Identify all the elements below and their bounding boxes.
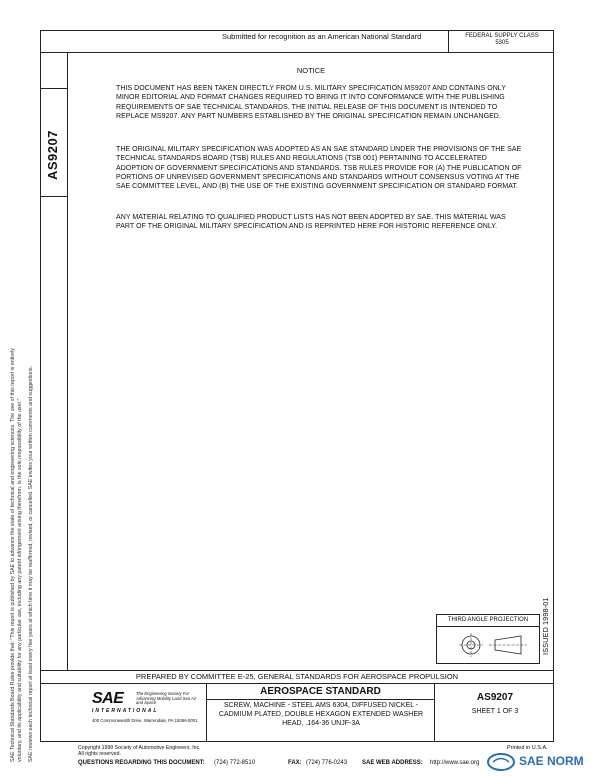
left-column-divider [67,52,68,670]
title-block-divider-2 [434,683,435,742]
sae-international: INTERNATIONAL [92,708,159,714]
web-label: SAE WEB ADDRESS: [362,760,423,766]
standard-heading: AEROSPACE STANDARD [260,686,381,697]
questions-phone: (724) 772-8510 [214,760,256,766]
printed-in: Printed in U.S.A. [507,745,548,751]
fsc-label: FEDERAL SUPPLY CLASS [465,33,539,39]
margin-text-line-2: voluntary, and its applicability and suitability for any particular use, including any patent infringement arising therefrom, is the sole responsibility of the user." [17,398,23,762]
margin-text-line-1: SAE Technical Standards Board Rules provide that: "This report is published by SAE to advance the state of technical and engineering sciences. The use of this report is entirely [10,348,16,762]
watermark-text: SAE NORM [519,754,584,768]
side-document-number: AS9207 [45,130,60,180]
federal-supply-class [450,33,554,47]
side-box-top [40,88,67,89]
issued-date: ISSUED 1998-01 [541,597,550,655]
watermark-logo-icon [487,753,517,771]
questions-label: QUESTIONS REGARDING THIS DOCUMENT: [78,760,205,766]
copyright-block [78,745,201,757]
part-description: SCREW, MACHINE - STEEL AMS 6304, DIFFUSED NICKEL - CADMIUM PLATED, DOUBLE HEXAGON EXTENDED WASHER HEAD, .164-36 UNJF-3A [218,702,424,728]
heading-divider [206,699,434,700]
notice-paragraph-3: ANY MATERIAL RELATING TO QUALIFIED PRODUCT LISTS HAS NOT BEEN ADOPTED BY SAE. THIS MATERIAL WAS PART OF THE ORIGINAL MILITARY SPECIFICATION AND IS REPRINTED HERE FOR HISTORIC REFERENCE ONLY. [116,214,506,231]
sae-norm-watermark [487,752,597,772]
header-fsc-divider [448,30,449,52]
side-box-bottom [40,196,67,197]
projection-label: THIRD ANGLE PROJECTION [447,617,529,623]
fax-number: (724) 776-0243 [306,760,348,766]
sae-address: 400 Commonwealth Drive, Warrendale, PA 15096-0001 [92,718,198,723]
rights-reserved: All rights reserved. [78,751,121,758]
third-angle-projection-icon [437,627,539,663]
doc-number: AS9207 [476,692,514,703]
fsc-value: 5305 [495,40,509,46]
margin-text-line-3: SAE reviews each technical report at least every five years at which time it may be reaffirmed, revised, or cancelled. SAE invites your written comments and suggestions. [28,365,34,762]
notice-paragraph-2: THE ORIGINAL MILITARY SPECIFICATION WAS ADOPTED AS AN SAE STANDARD UNDER THE PROVISIONS OF THE SAE TECHNICAL STANDARDS BOARD (TSB) RULES AND REGULATIONS (TSB 001) PERTAINING TO ACCELERATED ADOPTION OF GOVERNMENT SPECIFICATIONS AND STANDARDS. TSB RULES PROVIDE FOR (A) THE PUBLICATION OF PORTIONS OF UNREVISED GOVERNMENT SPECIFICATIONS AND STANDARDS WITHOUT CONSENSUS VOTING AT THE SAE COMMITTEE LEVEL, AND (B) THE USE OF THE EXISTING GOVERNMENT SPECIFICATION OR STANDARD FORMAT. [116,146,522,191]
sae-tagline: The Engineering Society For Advancing Mobility Land Sea Air and Space [136,691,197,706]
sheet-number: SHEET 1 OF 3 [471,708,519,715]
copyright: Copyright 1998 Society of Automotive Engineers, Inc. [78,745,201,751]
sae-logo-block [70,690,204,738]
web-address[interactable]: http://www.sae.org [430,760,480,766]
prepared-by: PREPARED BY COMMITTEE E-25, GENERAL STANDARDS FOR AEROSPACE PROPULSION [135,672,459,681]
fax-label: FAX: [288,760,302,766]
sae-logo: SAE [92,690,124,707]
header-divider [40,52,554,53]
submitted-notice: Submitted for recognition as an American National Standard [222,32,422,41]
prepared-top-divider [40,670,554,671]
prepared-bottom-divider [40,683,554,684]
notice-title: NOTICE [296,66,326,75]
projection-box [436,614,540,664]
notice-paragraph-1: THIS DOCUMENT HAS BEEN TAKEN DIRECTLY FROM U.S. MILITARY SPECIFICATION MS9207 AND CONTAINS ONLY MINOR EDITORIAL AND FORMAT CHANGES REQUIRED TO BRING IT INTO CONFORMANCE WITH THE PUBLISHING REQUIREMENTS OF SAE TECHNICAL STANDARDS. THE INITIAL RELEASE OF THIS DOCUMENT IS INTENDED TO REPLACE MS9207. ANY PART NUMBERS ESTABLISHED BY THE ORIGINAL SPECIFICATION REMAIN UNCHANGED. [116,85,506,120]
